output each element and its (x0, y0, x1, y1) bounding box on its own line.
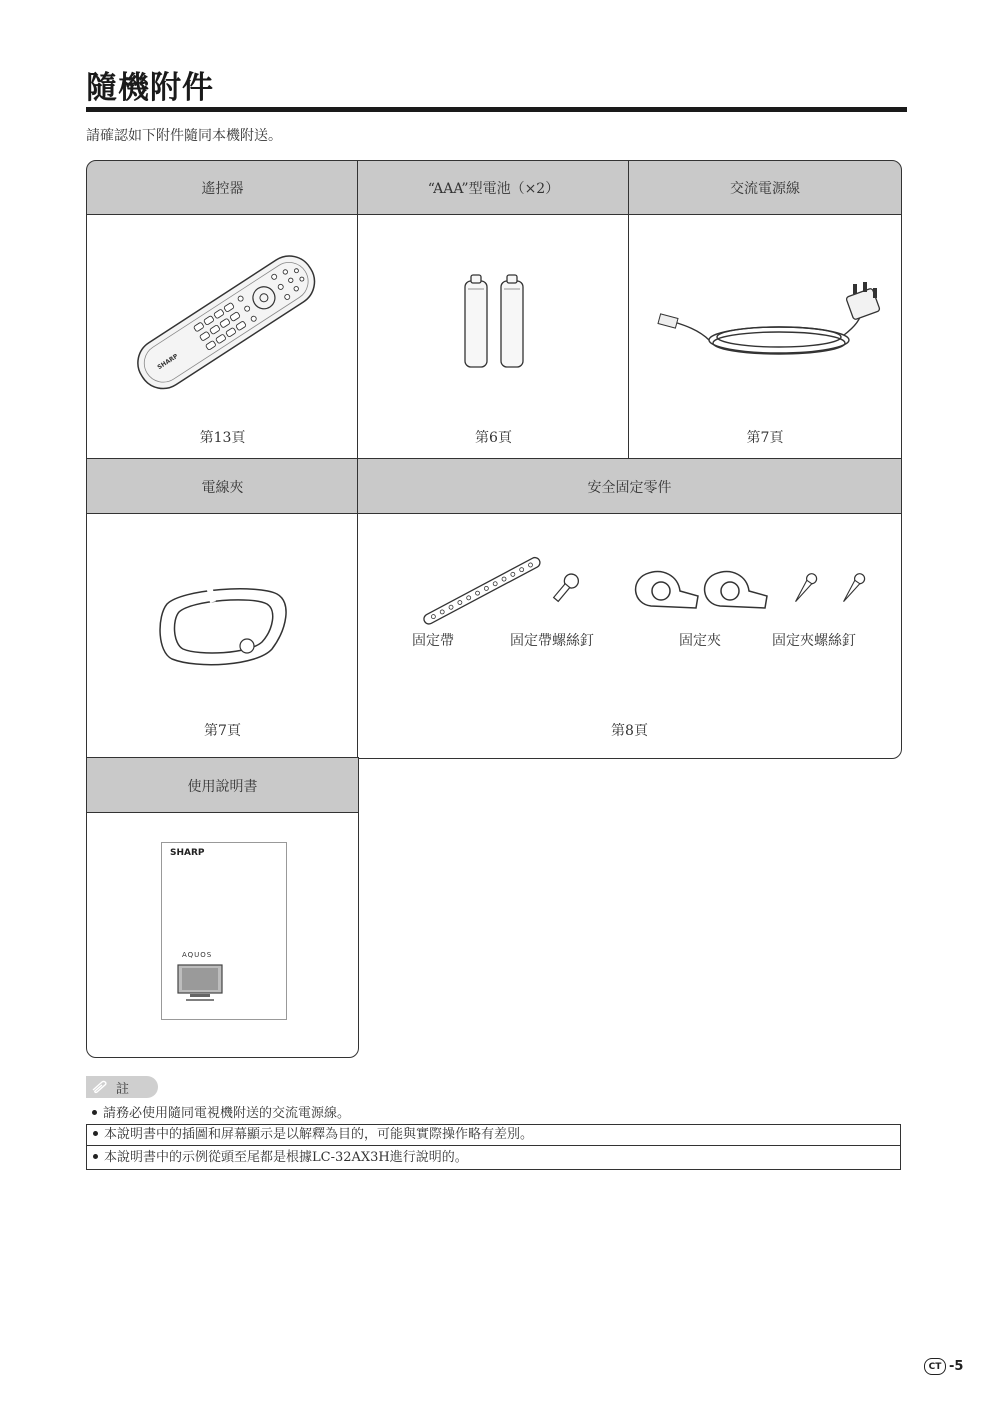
manual-cell (86, 812, 359, 1058)
header-manual-label: 使用說明書 (187, 778, 258, 795)
page-number (924, 1358, 963, 1375)
fixing-band-screw-label: 固定帶螺絲釘 (510, 633, 594, 649)
language-badge: CT (924, 1358, 946, 1375)
safety-parts-cell (357, 513, 902, 759)
note-badge (86, 1076, 158, 1098)
fixing-clamp-label: 固定夾 (679, 633, 721, 649)
bullet-icon (93, 1154, 98, 1159)
page-title: 隨機附件 (86, 70, 214, 106)
bullet-icon (93, 1131, 98, 1136)
remote-brand-text: SHARP (156, 352, 180, 372)
boxed-notes (86, 1124, 901, 1170)
fixing-clamp-screw-label: 固定夾螺絲釘 (772, 633, 856, 649)
header-cable-clamp-label: 電線夾 (201, 479, 244, 496)
manual-cover (161, 842, 287, 1020)
safety-parts-image (358, 536, 903, 636)
header-remote-label: 遙控器 (201, 181, 244, 197)
remote-control-image (87, 225, 357, 425)
header-safety-parts (357, 458, 902, 515)
remote-page-ref: 第13頁 (199, 430, 246, 446)
safety-parts-page-ref: 第8頁 (611, 723, 648, 739)
header-batteries (357, 160, 630, 216)
header-manual (86, 757, 359, 814)
bullet-icon (92, 1110, 97, 1115)
note-item (87, 1145, 900, 1169)
header-cable-clamp (86, 458, 359, 515)
note-label: 註 (116, 1081, 130, 1097)
remote-cell (86, 214, 359, 460)
manual-model-logo: AQUOS (182, 951, 213, 959)
manual-brand: SHARP (170, 848, 205, 858)
cable-clamp-image (87, 574, 360, 694)
intro-text: 請確認如下附件隨同本機附送。 (86, 128, 282, 144)
note-text: 本說明書中的插圖和屏幕顯示是以解釋為目的，可能與實際操作略有差別。 (104, 1127, 534, 1142)
header-batteries-label: “AAA”型電池（×2） (427, 181, 560, 197)
header-power-cord-label: 交流電源線 (730, 181, 800, 197)
cable-clamp-page-ref: 第7頁 (204, 723, 241, 739)
title-rule (86, 107, 907, 112)
note-text: 本說明書中的示例從頭至尾都是根據LC-32AX3H進行說明的。 (104, 1150, 468, 1165)
notes-list (86, 1104, 901, 1170)
power-cord-cell (628, 214, 902, 460)
page-number-value: -5 (949, 1359, 964, 1374)
cable-clamp-cell (86, 513, 359, 759)
batteries-image (358, 267, 631, 387)
fixing-band-label: 固定帶 (412, 633, 454, 649)
header-power-cord (628, 160, 902, 216)
note-text: 請務必使用隨同電視機附送的交流電源線。 (103, 1106, 351, 1121)
power-cord-image (629, 270, 903, 410)
tv-icon (176, 963, 226, 1003)
header-safety-parts-label: 安全固定零件 (587, 479, 672, 496)
note-item (87, 1125, 900, 1145)
batteries-cell (357, 214, 630, 460)
header-remote (86, 160, 359, 216)
power-cord-page-ref: 第7頁 (746, 430, 784, 446)
note-item (86, 1104, 901, 1124)
paperclip-icon (90, 1080, 110, 1094)
batteries-page-ref: 第6頁 (475, 430, 512, 446)
